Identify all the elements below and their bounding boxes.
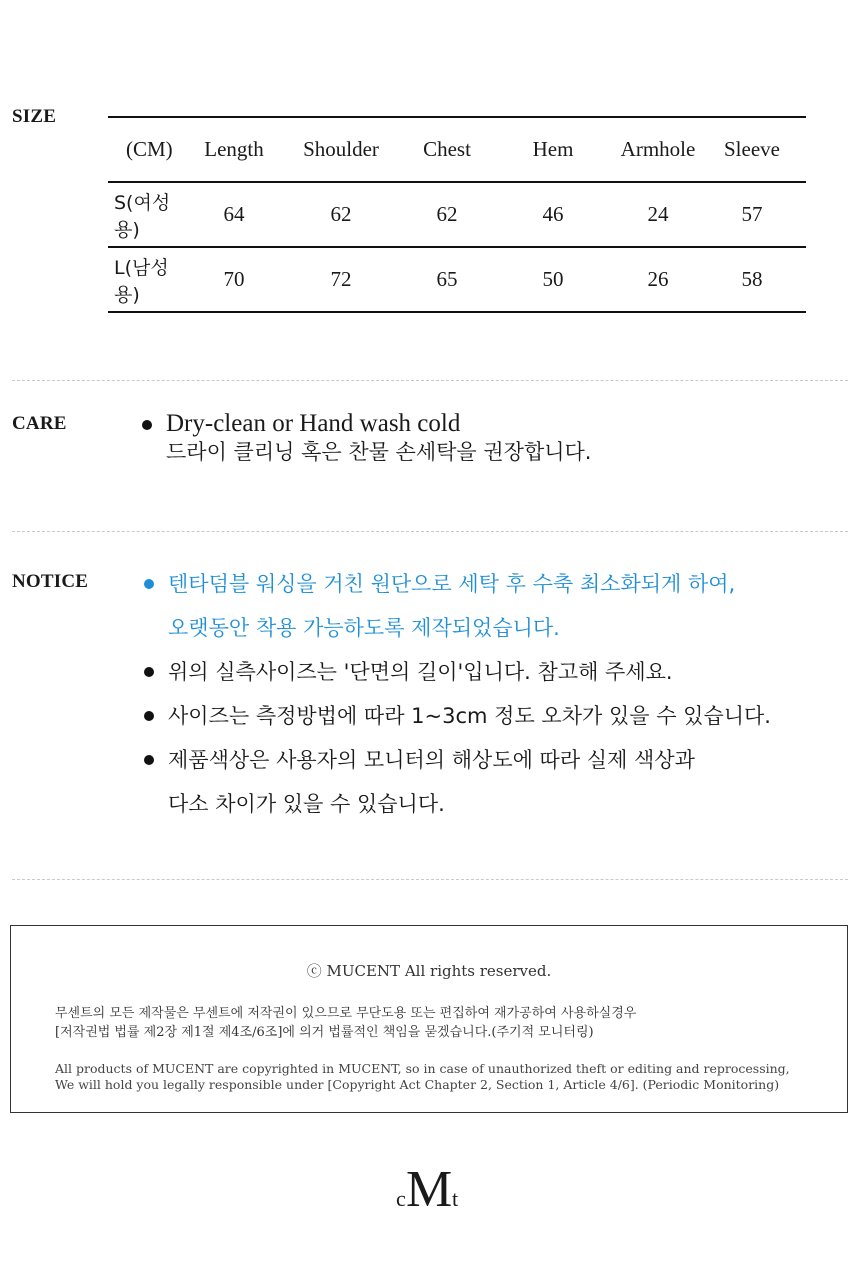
copyright-ko-line: 무센트의 모든 제작물은 무센트에 저작권이 있으므로 무단도용 또는 편집하여 재가공하여 사용하실경우 [55, 1006, 637, 1021]
size-value: 70 [223, 267, 245, 291]
copyright-box [10, 925, 848, 1113]
notice-line: 텐타덤블 워싱을 거친 원단으로 세탁 후 수축 최소화되게 하여, [168, 572, 736, 596]
copyright-title: ⓒ MUCENT All rights reserved. [306, 962, 552, 980]
header-hem: Hem [532, 137, 574, 161]
size-value: 24 [647, 202, 669, 226]
table-row [108, 248, 806, 313]
logo-letter-m: M [406, 1161, 451, 1218]
notice-line: 사이즈는 측정방법에 따라 1~3cm 정도 오차가 있을 수 있습니다. [168, 704, 771, 728]
copyright-en-line: We will hold you legally responsible under [Copyright Act Chapter 2, Section 1, Article 4/6]. (Periodic Monitoring) [55, 1077, 780, 1092]
size-value: 46 [542, 202, 564, 226]
header-chest: Chest [423, 137, 471, 161]
notice-section-label: NOTICE [12, 571, 89, 592]
size-table-header [108, 118, 806, 183]
bullet-icon [144, 667, 154, 677]
header-unit: (CM) [126, 137, 173, 161]
header-length: Length [204, 137, 264, 161]
notice-list [140, 562, 840, 826]
notice-line: 위의 실측사이즈는 '단면의 길이'입니다. 참고해 주세요. [168, 660, 673, 684]
copyright-ko-line: [저작권법 법률 제2장 제1절 제4조/6조]에 의거 법률적인 책임을 묻겠습니다.(주기적 모니터링) [55, 1025, 594, 1040]
list-item [140, 562, 840, 650]
header-armhole: Armhole [620, 137, 696, 161]
care-section-label: CARE [12, 413, 67, 434]
list-item [140, 650, 840, 694]
care-text [140, 410, 591, 466]
table-row [108, 183, 806, 248]
notice-line: 다소 차이가 있을 수 있습니다. [168, 792, 445, 816]
section-divider [12, 531, 848, 532]
list-item [140, 738, 840, 826]
section-divider [12, 879, 848, 880]
size-table [108, 116, 806, 313]
header-shoulder: Shoulder [303, 137, 379, 161]
size-value: 50 [542, 267, 564, 291]
care-english: Dry-clean or Hand wash cold [166, 410, 461, 437]
size-value: 58 [741, 267, 763, 291]
mucent-logo [396, 1160, 476, 1220]
size-value: 72 [330, 267, 352, 291]
list-item [140, 694, 840, 738]
section-divider [12, 380, 848, 381]
size-section-label: SIZE [12, 106, 57, 127]
size-value: 57 [741, 202, 763, 226]
copyright-en-line: All products of MUCENT are copyrighted in MUCENT, so in case of unauthorized theft or editing and reprocessing, [55, 1061, 790, 1076]
size-value: 65 [436, 267, 458, 291]
size-name: S(여성용) [114, 191, 171, 241]
size-value: 26 [647, 267, 669, 291]
size-value: 62 [436, 202, 458, 226]
copyright-korean [55, 1004, 636, 1042]
copyright-english [55, 1061, 790, 1093]
notice-line: 오랫동안 착용 가능하도록 제작되었습니다. [168, 616, 560, 640]
size-name: L(남성용) [114, 256, 169, 306]
logo-letter-c: c [396, 1186, 406, 1211]
size-value: 62 [330, 202, 352, 226]
logo-letter-t: t [452, 1186, 459, 1211]
bullet-icon [144, 755, 154, 765]
bullet-icon [144, 711, 154, 721]
notice-line: 제품색상은 사용자의 모니터의 해상도에 따라 실제 색상과 [168, 748, 695, 772]
size-value: 64 [223, 202, 245, 226]
bullet-icon [144, 579, 154, 589]
care-korean: 드라이 클리닝 혹은 찬물 손세탁을 권장합니다. [166, 440, 592, 464]
header-sleeve: Sleeve [724, 137, 780, 161]
